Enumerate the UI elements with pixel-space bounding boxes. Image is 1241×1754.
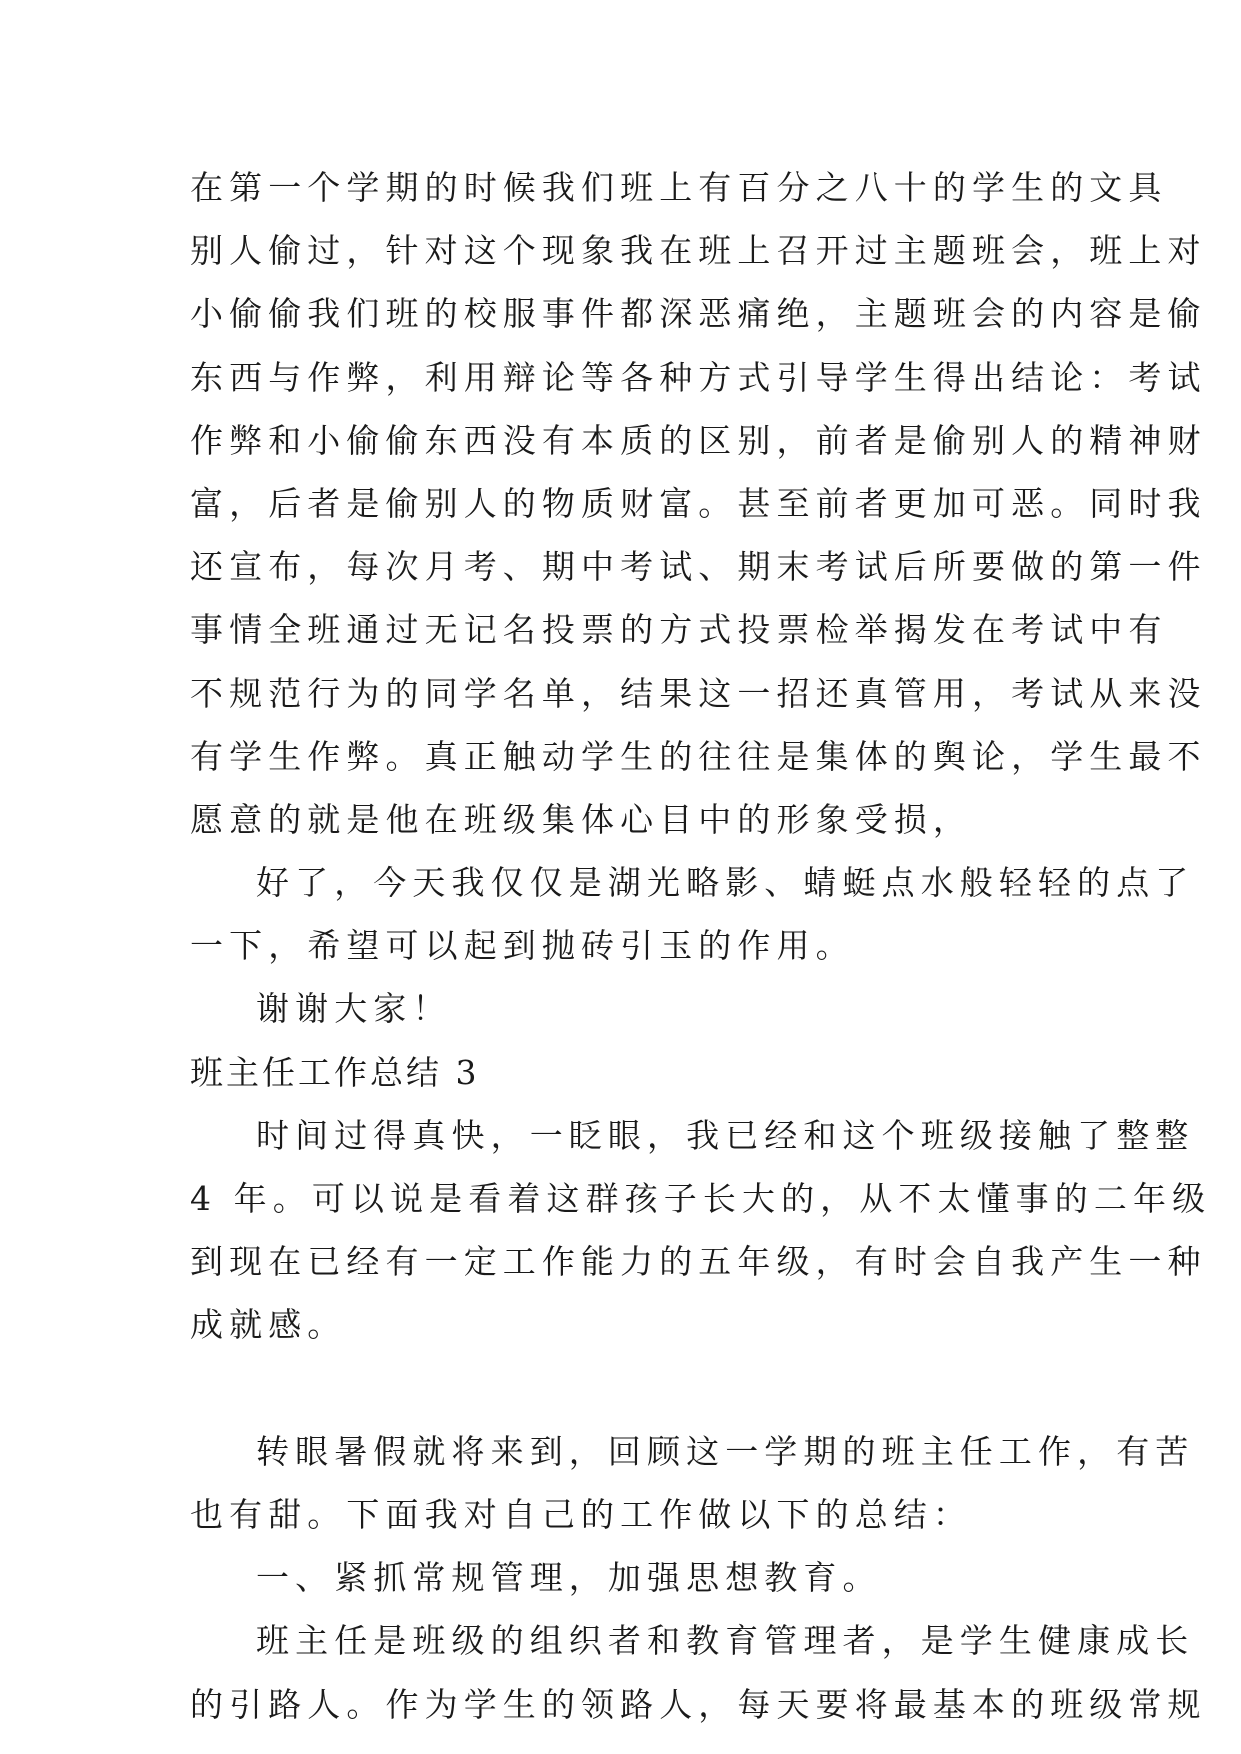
paragraph-start-line: 班主任是班级的组织者和教育管理者，是学生健康成长: [256, 1621, 1195, 1661]
text-line: 不规范行为的同学名单，结果这一招还真管用，考试从来没: [190, 673, 1207, 713]
text-line: 在第一个学期的时候我们班上有百分之八十的学生的文具: [190, 168, 1168, 207]
document-page: [190, 156, 1212, 1736]
text-line: 东西与作弊，利用辩论等各种方式引导学生得出结论：考试: [190, 357, 1207, 397]
text-line: 还宣布，每次月考、期中考试、期末考试后所要做的第一件: [190, 547, 1207, 587]
blank-line: [190, 1357, 1052, 1420]
subheading-line: 一、紧抓常规管理，加强思想教育。: [256, 1558, 882, 1598]
paragraph-start-line: 好了，今天我仅仅是湖光略影、蜻蜓点水般轻轻的点了: [256, 863, 1195, 903]
text-line: 有学生作弊。真正触动学生的往往是集体的舆论，学生最不: [190, 736, 1207, 776]
text-line: 一下，希望可以起到抛砖引玉的作用。: [190, 926, 855, 966]
text-line: 成就感。: [190, 1305, 347, 1345]
section-heading: 班主任工作总结 3: [190, 1052, 480, 1092]
closing-line: 谢谢大家！: [256, 989, 452, 1029]
paragraph-start-line: 转眼暑假就将来到，回顾这一学期的班主任工作，有苦: [256, 1431, 1195, 1471]
text-line: 4 年。可以说是看着这群孩子长大的，从不太懂事的二年级: [190, 1179, 1212, 1218]
paragraph-start-line: 时间过得真快，一眨眼，我已经和这个班级接触了整整: [256, 1115, 1195, 1155]
text-line: 也有甜。下面我对自己的工作做以下的总结：: [190, 1494, 972, 1534]
text-line: 富，后者是偷别人的物质财富。甚至前者更加可恶。同时我: [190, 483, 1207, 523]
text-line: 到现在已经有一定工作能力的五年级，有时会自我产生一种: [190, 1242, 1207, 1282]
text-line: 的引路人。作为学生的领路人，每天要将最基本的班级常规: [190, 1684, 1207, 1724]
text-line: 愿意的就是他在班级集体心目中的形象受损，: [190, 799, 972, 839]
text-line: 作弊和小偷偷东西没有本质的区别，前者是偷别人的精神财: [190, 420, 1207, 460]
text-line: 事情全班通过无记名投票的方式投票检举揭发在考试中有: [190, 610, 1168, 650]
text-line: 别人偷过，针对这个现象我在班上召开过主题班会，班上对: [190, 231, 1207, 271]
text-line: 小偷偷我们班的校服事件都深恶痛绝，主题班会的内容是偷: [190, 294, 1207, 334]
